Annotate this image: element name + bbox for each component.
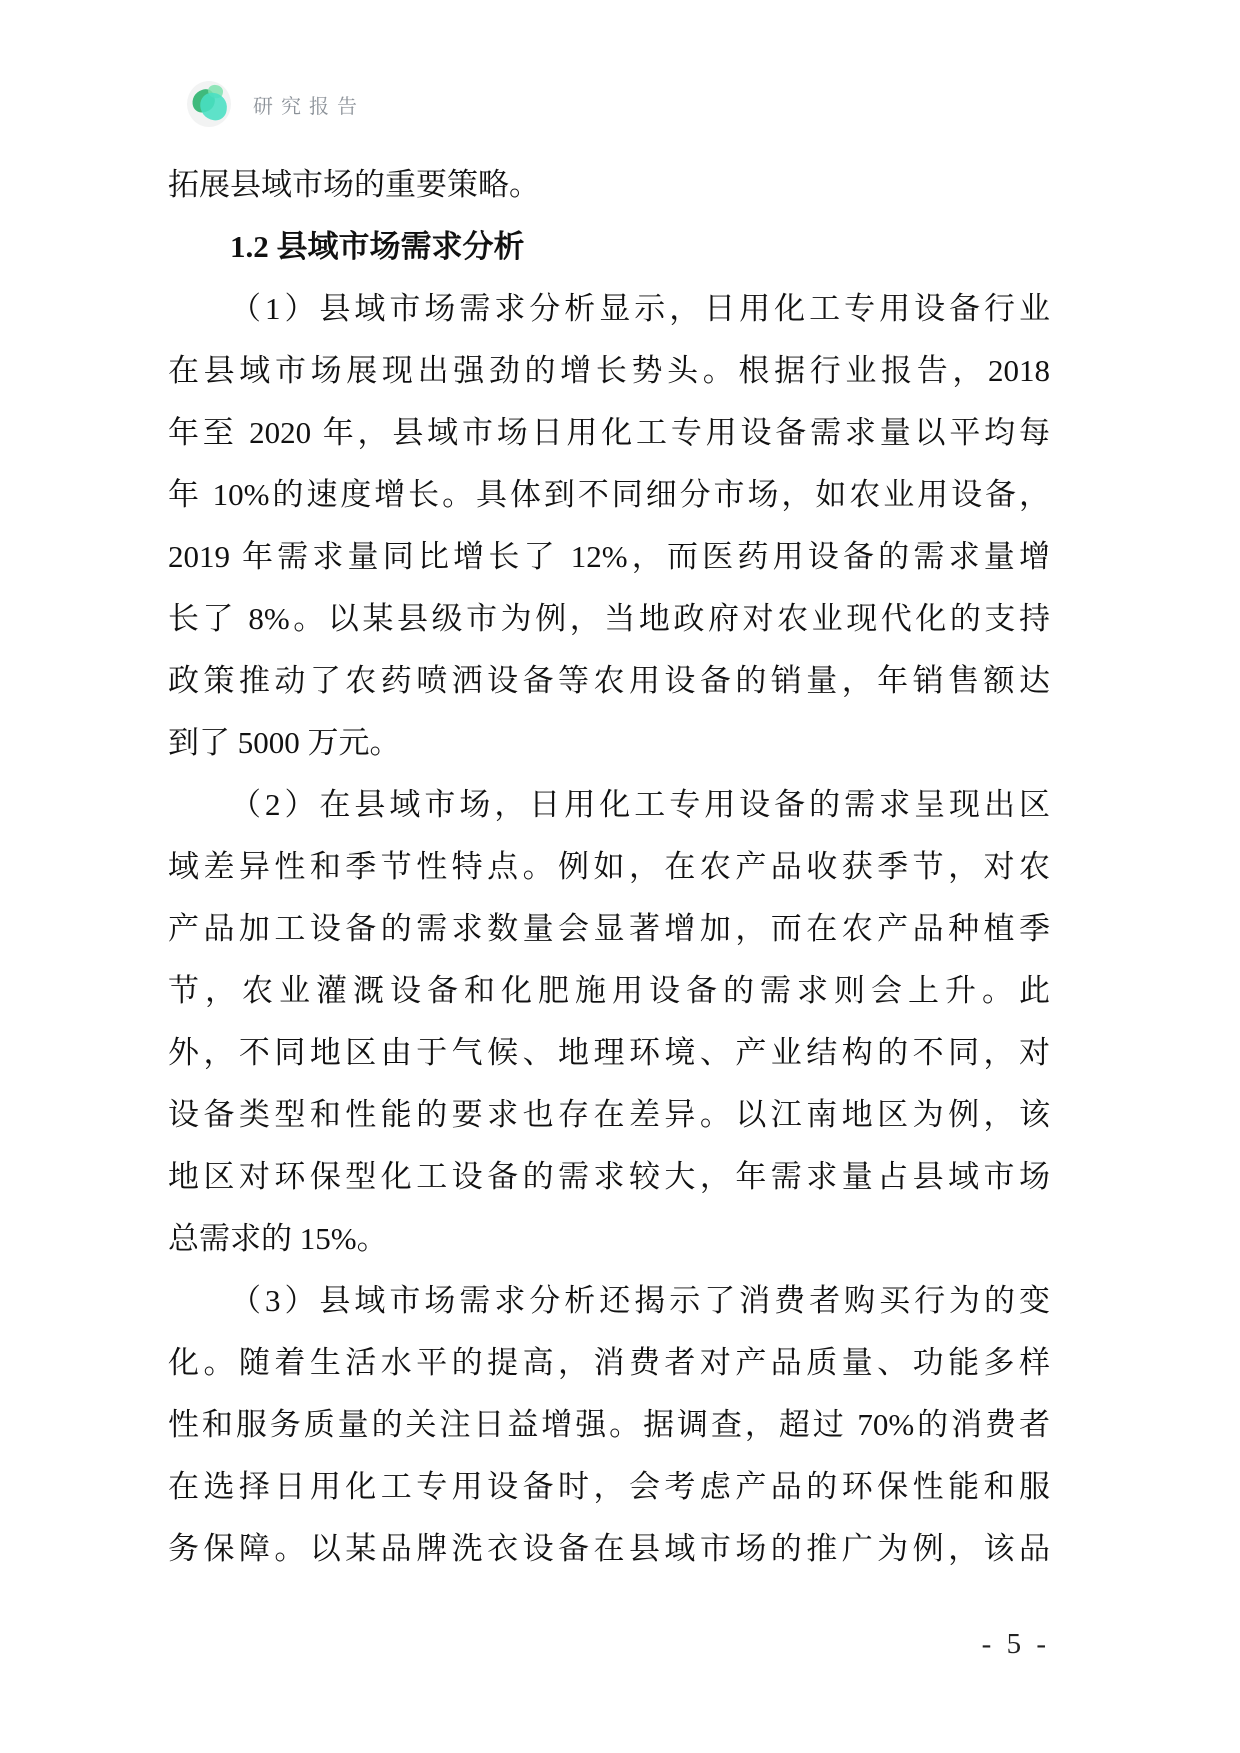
body-line: 年 10%的速度增长。具体到不同细分市场，如农业用设备， [168,477,1050,512]
body-line: 产品加工设备的需求数量会显著增加，而在农产品种植季 [168,911,1050,946]
body-line: （3）县域市场需求分析还揭示了消费者购买行为的变 [230,1283,1050,1318]
body-line: （1）县域市场需求分析显示，日用化工专用设备行业 [230,291,1050,326]
body-line: （2）在县域市场，日用化工专用设备的需求呈现出区 [230,787,1050,822]
brand-logo-icon [187,81,231,127]
body-line: 节，农业灌溉设备和化肥施用设备的需求则会上升。此 [168,973,1050,1008]
body-line: 域差异性和季节性特点。例如，在农产品收获季节，对农 [168,849,1050,884]
body-line: 务保障。以某品牌洗衣设备在县域市场的推广为例，该品 [168,1531,1050,1566]
body-line: 外，不同地区由于气候、地理环境、产业结构的不同，对 [168,1035,1050,1070]
document-body [168,154,1050,1580]
body-line: 地区对环保型化工设备的需求较大，年需求量占县域市场 [168,1159,1050,1194]
body-line: 在选择日用化工专用设备时，会考虑产品的环保性能和服 [168,1469,1050,1504]
logo-leaf-teal [198,91,228,121]
body-line: 到了 5000 万元。 [168,725,401,760]
section-heading: 1.2 县域市场需求分析 [230,229,525,264]
body-line: 2019 年需求量同比增长了 12%，而医药用设备的需求量增 [168,539,1050,574]
brand-header [187,81,365,127]
body-line: 性和服务质量的关注日益增强。据调查，超过 70%的消费者 [168,1407,1050,1442]
body-line: 长了 8%。以某县级市为例，当地政府对农业现代化的支持 [168,601,1050,636]
body-line: 在县域市场展现出强劲的增长势头。根据行业报告，2018 [168,353,1050,388]
body-line: 设备类型和性能的要求也存在差异。以江南地区为例，该 [168,1097,1050,1132]
brand-label: 研究报告 [253,95,365,118]
body-line: 年至 2020 年，县域市场日用化工专用设备需求量以平均每 [168,415,1050,450]
body-line: 化。随着生活水平的提高，消费者对产品质量、功能多样 [168,1345,1050,1380]
body-line: 政策推动了农药喷洒设备等农用设备的销量，年销售额达 [168,663,1050,698]
page-number: - 5 - [981,1628,1050,1660]
body-line: 拓展县域市场的重要策略。 [168,167,540,202]
body-line: 总需求的 15%。 [168,1221,388,1256]
